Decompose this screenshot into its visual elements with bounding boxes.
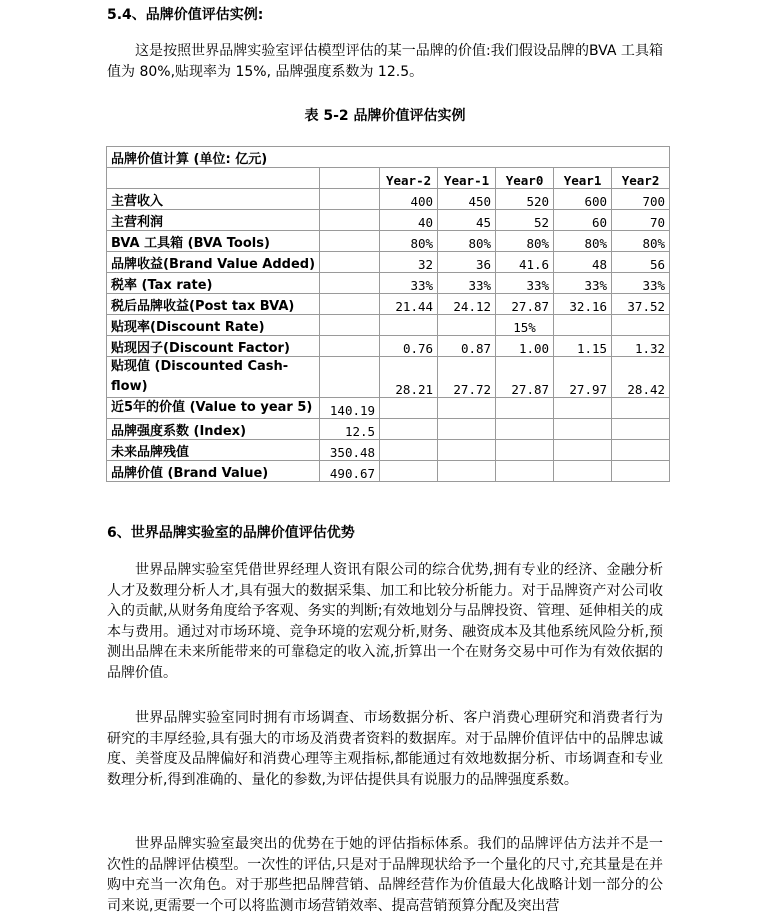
table-row (107, 419, 670, 440)
table-cell: 33% (554, 273, 612, 294)
table-cell: 490.67 (320, 461, 380, 482)
table-cell: 27.72 (438, 357, 496, 398)
table-cell: 1.32 (612, 336, 670, 357)
table-cell: 600 (554, 189, 612, 210)
table-cell: 15% (496, 315, 554, 336)
section-5-4-paragraph: 这是按照世界品牌实验室评估模型评估的某一品牌的价值:我们假设品牌的BVA 工具箱值为 80%,贴现率为 15%, 品牌强度系数为 12.5。 (107, 43, 663, 80)
table-cell: 33% (612, 273, 670, 294)
table-row (107, 461, 670, 482)
table-cell: 80% (554, 231, 612, 252)
table-cell: 0.87 (438, 336, 496, 357)
table-title-row (107, 147, 670, 168)
row-label: 近5年的价值 (Value to year 5) (107, 398, 320, 419)
row-label: BVA 工具箱 (BVA Tools) (107, 231, 320, 252)
table-cell: 80% (496, 231, 554, 252)
table-cell: 60 (554, 210, 612, 231)
table-row (107, 294, 670, 315)
table-row (107, 336, 670, 357)
section-6-paragraph-2: 世界品牌实验室同时拥有市场调查、市场数据分析、客户消费心理研究和消费者行为研究的丰厚经验,具有强大的市场及消费者资料的数据库。对于品牌价值评估中的品牌忠诚度、美誉度及品牌偏好和消费心理等主观指标,都能通过有效地数据分析、市场调查和专业数理分析,得到准确的、量化的参数,为评估提供具有说服力的品牌强度系数。 (107, 710, 663, 788)
table-cell: 12.5 (320, 419, 380, 440)
row-label: 贴现值 (Discounted Cash-flow) (107, 357, 320, 398)
table-cell: 27.97 (554, 357, 612, 398)
table-cell: 1.15 (554, 336, 612, 357)
table-cell: 40 (380, 210, 438, 231)
table-cell: 350.48 (320, 440, 380, 461)
table-cell: 33% (438, 273, 496, 294)
section-6-heading: 6、世界品牌实验室的品牌价值评估优势 (107, 525, 355, 541)
year-header: Year-1 (438, 168, 496, 189)
table-cell: 33% (496, 273, 554, 294)
table-cell: 700 (612, 189, 670, 210)
year-header: Year0 (496, 168, 554, 189)
table-cell: 27.87 (496, 294, 554, 315)
year-header: Year-2 (380, 168, 438, 189)
table-cell: 520 (496, 189, 554, 210)
row-label: 税后品牌收益(Post tax BVA) (107, 294, 320, 315)
table-cell: 80% (380, 231, 438, 252)
row-label: 税率 (Tax rate) (107, 273, 320, 294)
table-cell: 80% (438, 231, 496, 252)
row-label: 未来品牌残值 (107, 440, 320, 461)
table-row (107, 189, 670, 210)
row-label: 贴现因子(Discount Factor) (107, 336, 320, 357)
table-cell: 36 (438, 252, 496, 273)
table-cell: 28.42 (612, 357, 670, 398)
table-row (107, 315, 670, 336)
table-row (107, 273, 670, 294)
table-cell: 52 (496, 210, 554, 231)
table-cell: 70 (612, 210, 670, 231)
table-cell: 48 (554, 252, 612, 273)
table-row (107, 252, 670, 273)
row-label: 品牌价值 (Brand Value) (107, 461, 320, 482)
table-cell: 37.52 (612, 294, 670, 315)
table-cell: 80% (612, 231, 670, 252)
row-label: 贴现率(Discount Rate) (107, 315, 320, 336)
table-cell: 28.21 (380, 357, 438, 398)
table-header-row (107, 168, 670, 189)
table-cell: 32 (380, 252, 438, 273)
table-cell: 33% (380, 273, 438, 294)
table-title: 品牌价值计算 (单位: 亿元) (107, 147, 670, 168)
row-label: 主营利润 (107, 210, 320, 231)
table-cell: 32.16 (554, 294, 612, 315)
table-cell: 0.76 (380, 336, 438, 357)
table-caption: 表 5-2 品牌价值评估实例 (304, 108, 466, 124)
table-row (107, 398, 670, 419)
table-cell: 41.6 (496, 252, 554, 273)
table-row (107, 210, 670, 231)
row-label: 主营收入 (107, 189, 320, 210)
section-6-paragraph-1: 世界品牌实验室凭借世界经理人资讯有限公司的综合优势,拥有专业的经济、金融分析人才及数理分析人才,具有强大的数据采集、加工和比较分析能力。对于品牌资产对公司收入的贡献,从财务角度给予客观、务实的判断;有效地划分与品牌投资、管理、延伸相关的成本与费用。通过对市场环境、竞争环境的宏观分析,财务、融资成本及其他系统风险分析,预测出品牌在未来所能带来的可靠稳定的收入流,折算出一个在财务交易中可作为有效依据的品牌价值。 (107, 562, 663, 681)
table-row (107, 440, 670, 461)
table-cell: 56 (612, 252, 670, 273)
table-cell: 45 (438, 210, 496, 231)
table-cell: 140.19 (320, 398, 380, 419)
table-cell: 400 (380, 189, 438, 210)
table-cell: 1.00 (496, 336, 554, 357)
table-row (107, 231, 670, 252)
table-cell: 450 (438, 189, 496, 210)
section-6-paragraph-3: 世界品牌实验室最突出的优势在于她的评估指标体系。我们的品牌评估方法并不是一次性的品牌评估模型。一次性的评估,只是对于品牌现状给予一个量化的尺寸,充其量是在并购中充当一次角色。对于那些把品牌营销、品牌经营作为价值最大化战略计划一部分的公司来说,更需要一个可以将监测市场营销效率、提高营销预算分配及突出营 (107, 836, 663, 914)
table-row (107, 357, 670, 398)
table-cell: 21.44 (380, 294, 438, 315)
row-label: 品牌强度系数 (Index) (107, 419, 320, 440)
table-cell: 24.12 (438, 294, 496, 315)
section-5-4-heading: 5.4、品牌价值评估实例: (107, 7, 264, 23)
brand-value-table (106, 146, 670, 482)
table-cell: 27.87 (496, 357, 554, 398)
year-header: Year1 (554, 168, 612, 189)
row-label: 品牌收益(Brand Value Added) (107, 252, 320, 273)
year-header: Year2 (612, 168, 670, 189)
